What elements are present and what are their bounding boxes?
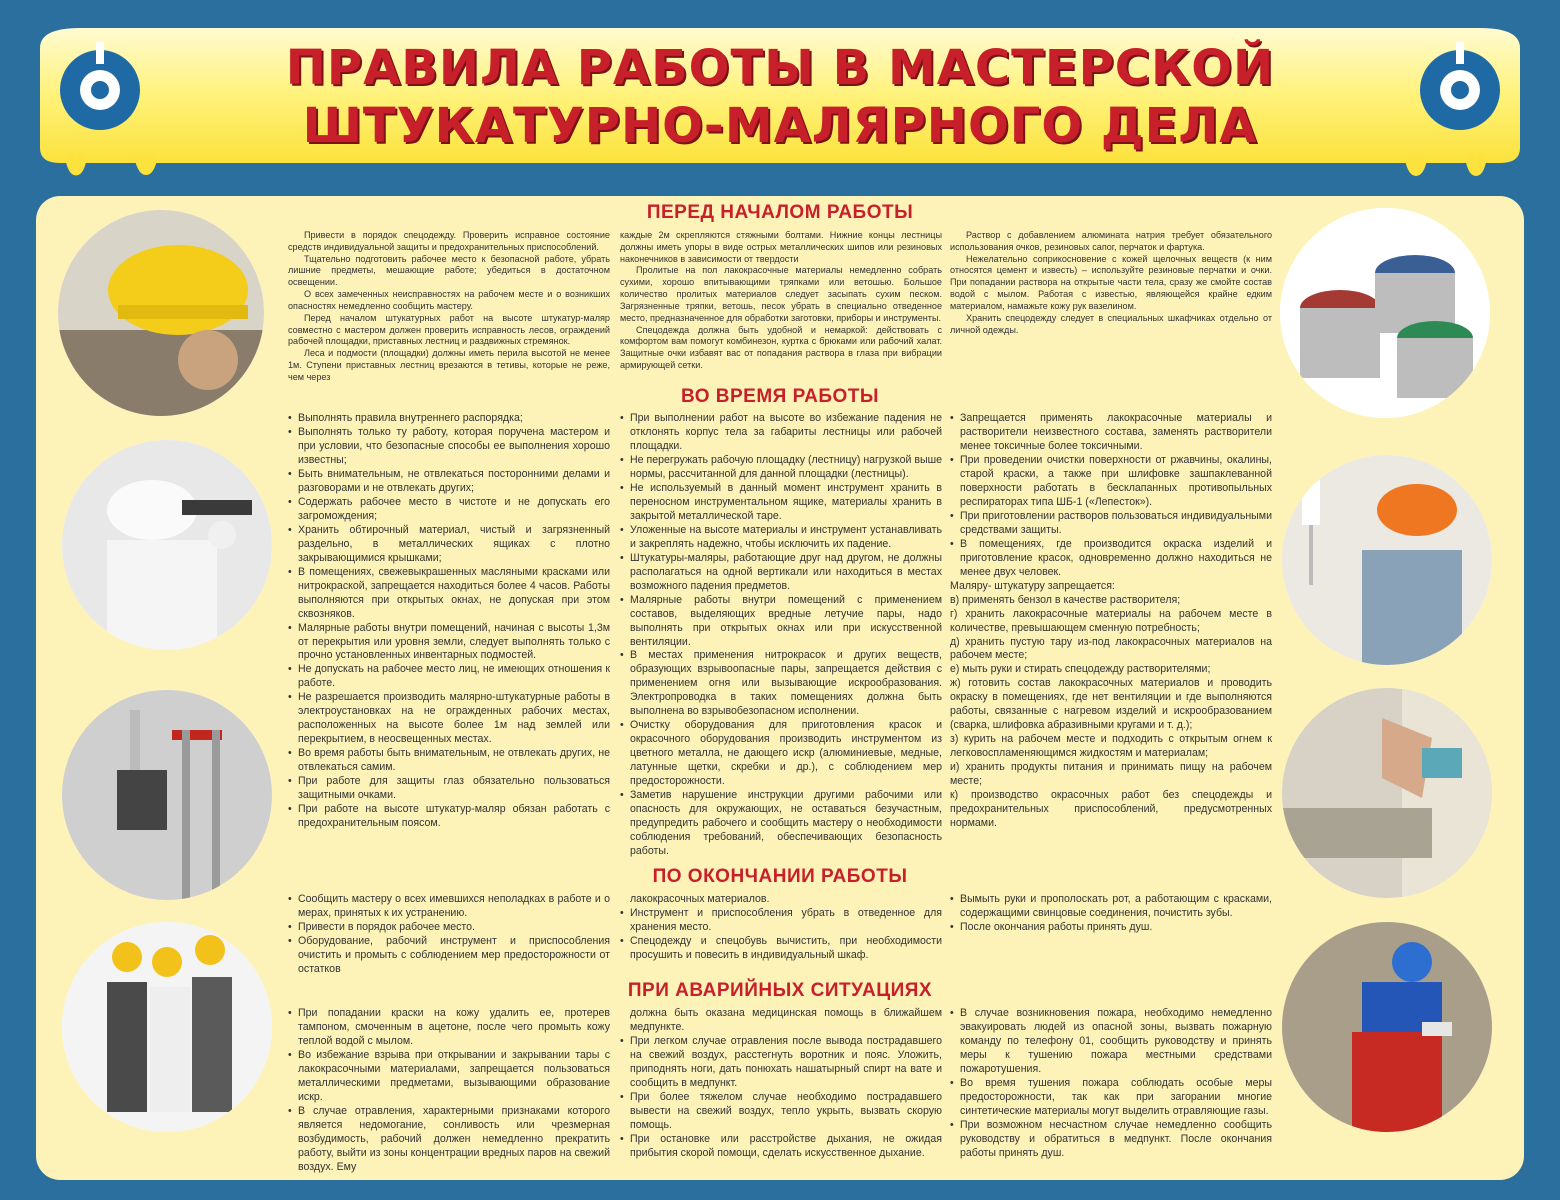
list-item: • При более тяжелом случае необходимо пострадавшего вывести на свежий воздух, тепло укрыть, вызвать скорую помощь.: [620, 1091, 942, 1133]
list-item: • Малярные работы внутри помещений с применением составов, выделяющих вредные летучие пары, надо выполнять при открытых окнах или при искусственной вентиляции.: [620, 594, 942, 650]
before-text: Тщательно подготовить рабочее место к безопасной работе, убрать лишние предметы, мешающие работе; убедиться в достаточном освещении.: [288, 253, 610, 288]
photo-paint-cans: [1280, 208, 1490, 418]
before-col3: [950, 230, 1272, 336]
photo-paint-ladder: [62, 690, 272, 900]
before-text: каждые 2м скрепляются стяжными болтами. Нижние концы лестницы должны иметь упоры в виде острых металлических шипов или резиновых наконечников в зависимости от твердости: [620, 230, 942, 264]
before-text: Перед началом штукатурных работ на высоте штукатур-маляр совместно с мастером должен проверить исправность лесов, ограждений рабочей площадки, приставных лестниц и раздвижных стремянок.: [288, 312, 610, 347]
list-item: • Привести в порядок рабочее место.: [288, 921, 610, 935]
prohibited-item: д) хранить пустую тару из-под лакокрасочных материалов на рабочем месте;: [950, 635, 1272, 662]
during-col3: [950, 412, 1272, 831]
list-item: • Уложенные на высоте материалы и инструмент устанавливать и закреплять надежно, чтобы исключить их падение.: [620, 524, 942, 552]
photo-hardhat-worker: [58, 210, 264, 416]
list-item: • В случае возникновения пожара, необходимо немедленно эвакуировать людей из опасной зоны, вызвать пожарную команду по телефону 01, сообщить руководству и принять меры к тушению пожара местными средствами пожаротушения.: [950, 1007, 1272, 1077]
list-item: • Малярные работы внутри помещений, начиная с высоты 1,3м от перекрытия или уровня земли, следует выполнять только с прочно установленных инвентарных подмостей.: [288, 622, 610, 664]
list-item: • Оборудование, рабочий инструмент и приспособления очистить и промыть с соблюдением мер предосторожности от остатков: [288, 935, 610, 977]
emergency-col1: [288, 1007, 610, 1175]
photo-wall-plastering: [1282, 922, 1492, 1132]
list-item: • После окончания работы принять душ.: [950, 921, 1272, 935]
prohibited-item: з) курить на рабочем месте и подходить с открытым огнем к легковоспламеняющимся жидкостям и материалам;: [950, 733, 1272, 760]
section-title-after: ПО ОКОНЧАНИИ РАБОТЫ: [652, 866, 908, 887]
list-item: • При выполнении работ на высоте во избежание падения не отклонять корпус тела за габариты лестницы или рабочей площадки.: [620, 412, 942, 454]
list-item: • Инструмент и приспособления убрать в отведенное для хранения место.: [620, 907, 942, 935]
emergency-col3: [950, 1007, 1272, 1161]
before-text: Хранить спецодежду следует в специальных шкафчиках отдельно от личной одежды.: [950, 312, 1272, 335]
section-title-emergency: ПРИ АВАРИЙНЫХ СИТУАЦИЯХ: [627, 980, 933, 1001]
list-item: • Содержать рабочее место в чистоте и не допускать его загромождения;: [288, 496, 610, 524]
list-item: • Штукатуры-маляры, работающие друг над другом, не должны располагаться на одной вертикали или находиться в местах возможного падения предметов.: [620, 552, 942, 594]
emergency-col2: [620, 1007, 942, 1161]
list-item: • Очистку оборудования для приготовления красок и окрасочного оборудования производить инструментом из цветного металла, не дающего искр (алюминиевые, медные, латунные щетки, скребки и др.), с соблюдением мер предосторожности.: [620, 719, 942, 789]
photo-roller-worker: [1282, 455, 1492, 665]
list-item: • Не используемый в данный момент инструмент хранить в переносном инструментальном ящике, материалы хранить в закрытой металлической таре.: [620, 482, 942, 524]
list-item: • При легком случае отравления после вывода пострадавшего на свежий воздух, расстегнуть воротник и пояс. Уложить, приподнять ноги, дать понюхать нашатырный спирт на вате и сообщить в медпункт.: [620, 1035, 942, 1091]
list-item: • При приготовлении растворов пользоваться индивидуальными средствами защиты.: [950, 510, 1272, 538]
list-item: • Во время работы быть внимательным, не отвлекать других, не отвлекаться самим.: [288, 747, 610, 775]
before-text: Спецодежда должна быть удобной и немаркой: действовать с комфортом вам помогут комбинезон, куртка с брюками или рабочий халат. Защитные очки избавят вас от попадания раствора в глаза при вибрации армирующей сетки.: [620, 324, 942, 370]
poster-title-line2: ШТУКАТУРНО-МАЛЯРНОГО ДЕЛА: [302, 98, 1258, 154]
after-col1: [288, 893, 610, 977]
list-item: • Вымыть руки и прополоскать рот, а работающим с красками, содержащими свинцовые соединения, почистить зубы.: [950, 893, 1272, 921]
prohibited-item: в) применять бензол в качестве растворителя;: [950, 593, 1181, 606]
list-item: • Не разрешается производить малярно-штукатурные работы в электроустановках на не огражденных рабочих местах, расположенных на высоте более 1м над землей или перекрытием, в неосвещенных местах.: [288, 691, 610, 747]
list-item: • Выполнять правила внутреннего распорядка;: [288, 412, 610, 426]
list-item: • Выполнять только ту работу, которая поручена мастером и при условии, что безопасные способы ее выполнения хорошо известны;: [288, 426, 610, 468]
prohibited-intro: Маляру- штукатуру запрещается:: [950, 579, 1115, 592]
before-text: Нежелательно соприкосновение с кожей щелочных веществ (к ним относятся цемент и известь) – используйте резиновые перчатки и очки. При попадании раствора на открытые части тела, сразу же смойте состав водой с мылом. Работая с известью, являющейся крайне едким материалом, намажьте кожу рук вазелином.: [950, 253, 1272, 311]
photo-hand-plaster: [1282, 688, 1492, 898]
after-col2: [620, 893, 942, 963]
list-item: • В местах применения нитрокрасок и других веществ, образующих взрывоопасные пары, запрещается действия с применением огня или вызывающие искрообразования. Электропроводка в таких помещениях должна быть выполнена во взрывобезопасном исполнении.: [620, 649, 942, 719]
list-item: • При проведении очистки поверхности от ржавчины, окалины, старой краски, а также при шлифовке зашпаклеванной поверхности работать в бесклапанных противопыльных респираторах типа ШБ-1 («Лепесток»).: [950, 454, 1272, 510]
section-title-during: ВО ВРЕМЯ РАБОТЫ: [680, 386, 879, 407]
list-item: • Спецодежду и спецобувь вычистить, при необходимости просушить и повесить в индивидуальный шкаф.: [620, 935, 942, 963]
list-item: • Во время тушения пожара соблюдать особые меры предосторожности, так как при загорании многие синтетические материалы могут выделить отравляющие газы.: [950, 1077, 1272, 1119]
before-col1: [288, 230, 610, 384]
prohibited-item: к) производство окрасочных работ без спецодежды и предохранительных приспособлений, предусмотренных нормами.: [950, 789, 1272, 830]
prohibited-item: г) хранить лакокрасочные материалы на рабочем месте в количестве, превышающем сменную потребность;: [950, 607, 1272, 634]
list-item: • При возможном несчастном случае немедленно сообщить руководству и обратиться в медпункт. После окончания работы принять душ.: [950, 1119, 1272, 1161]
list-item: • Заметив нарушение инструкции другими рабочими или опасность для окружающих, не оставаться безучастным, предупредить рабочего и сообщить мастеру о необходимости соблюдения требований, обеспечивающих безопасность работы.: [620, 789, 942, 859]
list-item: • Сообщить мастеру о всех имевшихся неполадках в работе и о мерах, принятых к их устранению.: [288, 893, 610, 921]
list-item: • Не перегружать рабочую площадку (лестницу) нагрузкой выше нормы, рассчитанной для данной площадки (лестницы).: [620, 454, 942, 482]
list-item: • При работе для защиты глаз обязательно пользоваться защитными очками.: [288, 775, 610, 803]
list-item: • При работе на высоте штукатур-маляр обязан работать с предохранительным поясом.: [288, 803, 610, 831]
before-text: Леса и подмости (площадки) должны иметь перила высотой не менее 1м. Ступени приставных лестниц врезаются в тетивы, которые не реже, чем через: [288, 348, 610, 382]
before-text: Привести в порядок спецодежду. Проверить исправное состояние средств индивидуальной защиты и предохранительных приспособлений.: [288, 230, 610, 252]
list-item: • Быть внимательным, не отвлекаться посторонними делами и разговорами и не отвлекать других;: [288, 468, 610, 496]
before-text: О всех замеченных неисправностях на рабочем месте и о возникших опасностях немедленно сообщить мастеру.: [288, 289, 610, 311]
list-item: • В помещениях, где производится окраска изделий и приготовление красок, одновременно должно находиться не менее двух человек.: [950, 538, 1272, 580]
poster-title-line1: ПРАВИЛА РАБОТЫ В МАСТЕРСКОЙ: [285, 40, 1275, 96]
photo-team-workers: [62, 922, 272, 1132]
before-col2: [620, 230, 942, 372]
prohibited-item: е) мыть руки и стирать спецодежду растворителями;: [950, 663, 1211, 676]
prohibited-item: ж) готовить состав лакокрасочных материалов и проводить окраску в помещениях, где нет вентиляции и где выполняются работы, связанные с нагревом изделий и искрообразованием (сварка, шлифовка абразивными кругами и т. д.);: [950, 677, 1272, 732]
list-item: • В случае отравления, характерными признаками которого является недомогание, сонливость или чрезмерная возбудимость, рабочий должен немедленно прекратить работу, выйти из зоны концентрации вредных паров на свежий воздух. Ему: [288, 1105, 610, 1175]
list-item: • Хранить обтирочный материал, чистый и загрязненный раздельно, в металлических ящиках с плотно закрывающимися крышками;: [288, 524, 610, 566]
list-item: • При остановке или расстройстве дыхания, не ожидая прибытия скорой помощи, сделать искусственное дыхание.: [620, 1133, 942, 1161]
list-item: • При попадании краски на кожу удалить ее, протерев тампоном, смоченным в ацетоне, после чего промыть кожу теплой водой с мылом.: [288, 1007, 610, 1049]
during-col2: [620, 412, 942, 859]
photo-worker-plastering: [62, 440, 272, 650]
during-col1: [288, 412, 610, 831]
list-item: • В помещениях, свежевыкрашенных масляными красками или нитрокраской, запрещается находиться более 4 часов. Работы выполняются при открытых окнах, не допуская при этом сквозняков.: [288, 566, 610, 622]
list-item: • Во избежание взрыва при открывании и закрывании тары с лакокрасочными материалами, запрещается пользоваться металлическими предметами, вызывающими образование искр.: [288, 1049, 610, 1105]
after-text: лакокрасочных материалов.: [630, 893, 770, 905]
emergency-text: должна быть оказана медицинская помощь в ближайшем медпункте.: [630, 1007, 942, 1033]
section-title-before: ПЕРЕД НАЧАЛОМ РАБОТЫ: [646, 202, 914, 223]
after-col3: [950, 893, 1272, 935]
before-text: Пролитые на пол лакокрасочные материалы немедленно собрать сухими, хорошо впитывающими тряпками или ветошью. Большое количество пролитых материалов следует засыпать сухим песком. Загрязненные тряпки, ветошь, песок убрать в специально отведенное место, предназначенное для обработки заготовки, приборы и инструменты.: [620, 265, 942, 323]
list-item: • Запрещается применять лакокрасочные материалы и растворители неизвестного состава, заменять растворители менее токсичные более токсичными.: [950, 412, 1272, 454]
prohibited-item: и) хранить продукты питания и принимать пищу на рабочем месте;: [950, 761, 1272, 788]
before-text: Раствор с добавлением алюмината натрия требует обязательного использования очков, резиновых сапог, перчаток и фартука.: [950, 230, 1272, 252]
list-item: • Не допускать на рабочее место лиц, не имеющих отношения к работе.: [288, 663, 610, 691]
